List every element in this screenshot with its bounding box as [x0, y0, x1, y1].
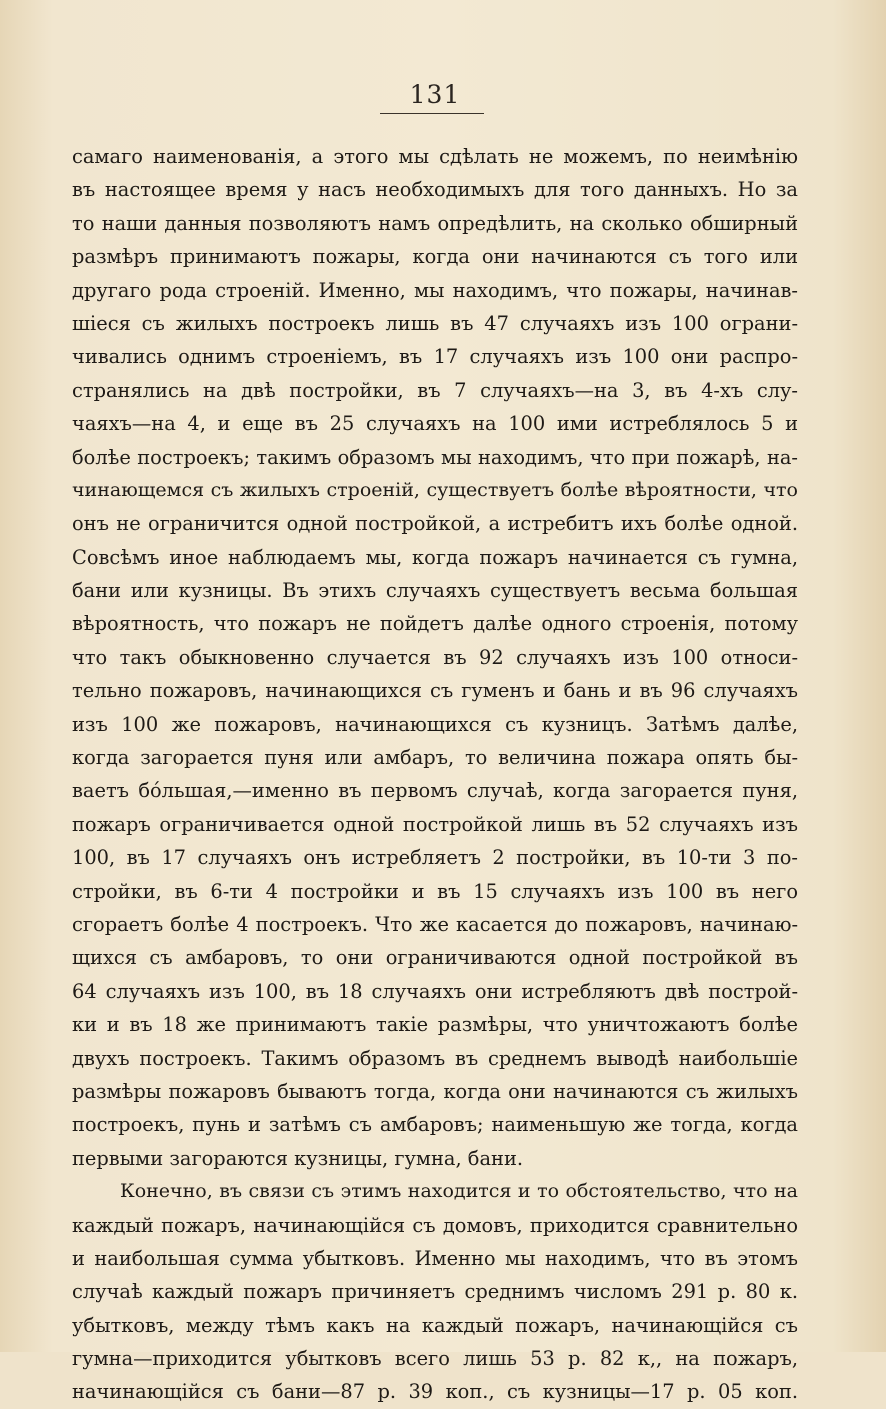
text-line: ки и въ 18 же принимаютъ такіе размѣры, что уничтожаютъ болѣе [72, 1013, 798, 1037]
text-line: чинающемся съ жилыхъ строеній, существуетъ болѣе вѣроятности, что [72, 478, 798, 501]
text-line: болѣе построекъ; такимъ образомъ мы находимъ, что при пожарѣ, на- [72, 445, 798, 469]
text-line: щихся съ амбаровъ, то они ограничиваются одной постройкой въ [72, 946, 798, 970]
text-line: Совсѣмъ иное наблюдаемъ мы, когда пожаръ начинается съ гумна, [72, 545, 798, 569]
text-line: начинающійся съ бани—87 р. 39 коп., съ кузницы—17 р. 05 коп. [72, 1380, 798, 1404]
body-text [72, 140, 798, 1409]
text-line: 64 случаяхъ изъ 100, въ 18 случаяхъ они истребляютъ двѣ построй- [72, 979, 798, 1003]
text-line: размѣръ принимаютъ пожары, когда они начинаются съ того или [72, 245, 798, 269]
page-number-rule [380, 113, 484, 114]
text-line: построекъ, пунь и затѣмъ съ амбаровъ; наименьшую же тогда, когда [72, 1113, 798, 1137]
page-number: 131 [409, 80, 461, 109]
text-line: стройки, въ 6-ти 4 постройки и въ 15 случаяхъ изъ 100 въ него [72, 879, 798, 903]
text-line: что такъ обыкновенно случается въ 92 случаяхъ изъ 100 относи- [72, 645, 798, 669]
text-line: каждый пожаръ, начинающійся съ домовъ, приходится сравнительно [72, 1213, 798, 1237]
text-line: другаго рода строеній. Именно, мы находимъ, что пожары, начинав- [72, 278, 798, 302]
text-line: сгораетъ болѣе 4 построекъ. Что же касается до пожаровъ, начинаю- [72, 912, 798, 936]
text-line: убытковъ, между тѣмъ какъ на каждый пожаръ, начинающійся съ [72, 1313, 798, 1337]
text-line: пожаръ ограничивается одной постройкой лишь въ 52 случаяхъ изъ [72, 812, 798, 836]
text-line: то наши данныя позволяютъ намъ опредѣлить, на сколько обширный [72, 211, 798, 235]
text-line: странялись на двѣ постройки, въ 7 случаяхъ—на 3, въ 4-хъ слу- [72, 378, 798, 402]
text-line: ваетъ бóльшая,—именно въ первомъ случаѣ, когда загорается пуня, [72, 779, 798, 803]
text-line: когда загорается пуня или амбаръ, то величина пожара опять бы- [72, 746, 798, 770]
text-line: гумна—приходится убытковъ всего лишь 53 р. 82 к,, на пожаръ, [72, 1347, 798, 1371]
text-line: Конечно, въ связи съ этимъ находится и то обстоятельство, что на [120, 1180, 798, 1203]
text-line: 100, въ 17 случаяхъ онъ истребляетъ 2 постройки, въ 10-ти 3 по- [72, 846, 798, 870]
text-line: случаѣ каждый пожаръ причиняетъ среднимъ числомъ 291 р. 80 к. [72, 1280, 798, 1304]
text-line: бани или кузницы. Въ этихъ случаяхъ существуетъ весьма большая [72, 579, 798, 603]
text-line: чаяхъ—на 4, и еще въ 25 случаяхъ на 100 ими истреблялось 5 и [72, 412, 798, 436]
text-line: двухъ построекъ. Такимъ образомъ въ среднемъ выводѣ наибольшіе [72, 1046, 798, 1070]
text-line: изъ 100 же пожаровъ, начинающихся съ кузницъ. Затѣмъ далѣе, [72, 712, 798, 736]
text-line: шіеся съ жилыхъ построекъ лишь въ 47 случаяхъ изъ 100 ограни- [72, 311, 798, 335]
text-line: онъ не ограничится одной постройкой, а истребитъ ихъ болѣе одной. [72, 512, 798, 536]
text-line: первыми загораются кузницы, гумна, бани. [72, 1146, 524, 1170]
text-line: тельно пожаровъ, начинающихся съ гуменъ и бань и въ 96 случаяхъ [72, 679, 798, 703]
text-line: въ настоящее время у насъ необходимыхъ для того данныхъ. Но за [72, 178, 798, 202]
text-line: вѣроятность, что пожаръ не пойдетъ далѣе одного строенія, потому [72, 612, 798, 636]
text-line: чивались однимъ строеніемъ, въ 17 случаяхъ изъ 100 они распро- [72, 345, 798, 369]
text-line: и наибольшая сумма убытковъ. Именно мы находимъ, что въ этомъ [72, 1246, 798, 1270]
text-line: размѣры пожаровъ бываютъ тогда, когда они начинаются съ жилыхъ [72, 1079, 798, 1103]
text-line: самаго наименованія, а этого мы сдѣлать не можемъ, по неимѣнію [72, 145, 798, 168]
